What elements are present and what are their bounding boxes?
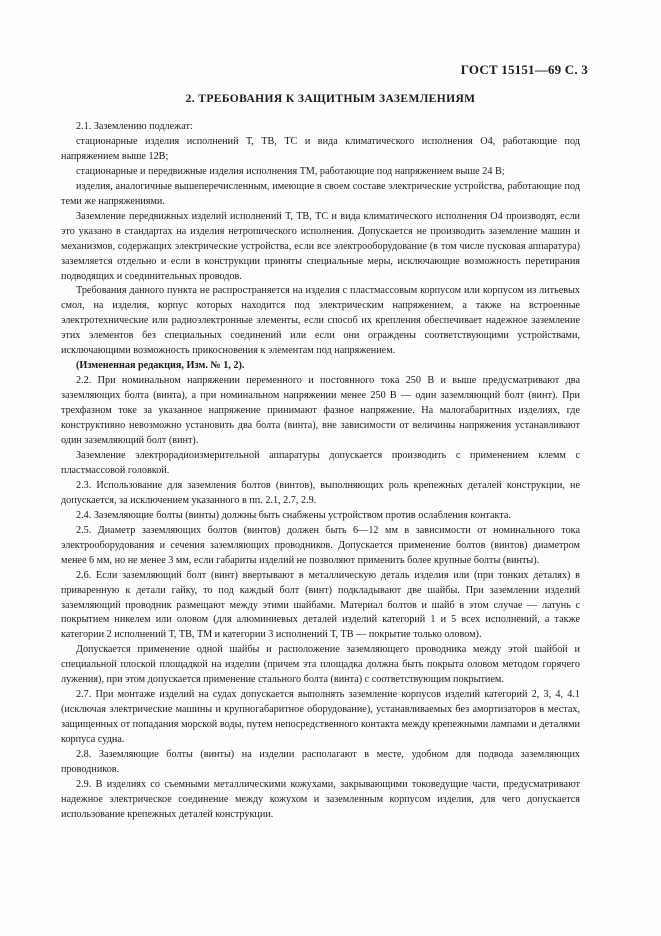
paragraph: Заземление электрорадиоизмерительной аппаратуры допускается производить с применением клемм с пластмассовой головкой. — [61, 449, 580, 476]
page-header: ГОСТ 15151—69 С. 3 — [460, 62, 588, 77]
paragraph-2-1: 2.1. Заземлению подлежат: — [76, 121, 193, 132]
paragraph-list-item: изделия, аналогичные вышеперечисленным, имеющие в своем составе электрические устройства, работающие под теми же напряжениями. — [61, 180, 580, 207]
paragraph-2-2: 2.2. При номинальном напряжении переменного и постоянного тока 250 В и выше предусматривают два заземляющих болта (винта), а при номинальном напряжении менее 250 В — один заземляющий болт (винт). При трехфазном токе за указанное напряжение принимают фазное напряжение. На малогабаритных изделиях, где конструктивно невозможно установить два болта (винта), вне зависимости от величины напряжения устанавливают один заземляющий болт (винт). — [61, 375, 580, 447]
paragraph-2-7: 2.7. При монтаже изделий на судах допускается выполнять заземление корпусов изделий категорий 2, 3, 4, 4.1 (исключая электрические машины и крупногабаритное оборудование), устанавливаемых без амортизаторов в местах, защищенных от попадания морской воды, путем непосредственного контакта между крепежными лампами и деталями корпуса судна. — [61, 689, 580, 746]
paragraph-2-5: 2.5. Диаметр заземляющих болтов (винтов) должен быть 6—12 мм в зависимости от номинального тока электрооборудования и сечения заземляющих проводников. Допускается применение болтов (винтов) диаметром менее 6 мм, но не менее 3 мм, если габариты изделий не позволяют применить более крупные болты (винты). — [61, 524, 580, 566]
section-title: 2. ТРЕБОВАНИЯ К ЗАЩИТНЫМ ЗАЗЕМЛЕНИЯМ — [185, 93, 476, 105]
paragraph-2-4: 2.4. Заземляющие болты (винты) должны быть снабжены устройством против ослабления контакта. — [76, 509, 511, 521]
paragraph-2-3: 2.3. Использование для заземления болтов (винтов), выполняющих роль крепежных деталей конструкции, не допускается, за исключением указанного в пп. 2.1, 2.7, 2.9. — [61, 479, 580, 506]
paragraph-2-8: 2.8. Заземляющие болты (винты) на изделии располагают в месте, удобном для подвода заземляющих проводников. — [61, 749, 580, 775]
paragraph-2-9: 2.9. В изделиях со съемными металлическими кожухами, закрывающими токоведущие части, предусматривают надежное электрическое соединение между кожухом и заземленным корпусом изделия, для чего допускается использование крепежных деталей конструкции. — [61, 778, 580, 820]
paragraph: Допускается применение одной шайбы и расположение заземляющего проводника между этой шайбой и специальной плоской площадкой на изделии (причем эта площадка должна быть покрыта оловом методом горячего лужения), при этом допускается применение стального болта (винта) с соответствующим покрытием. — [61, 644, 580, 686]
body-text — [61, 120, 580, 823]
paragraph: Требования данного пункта не распространяется на изделия с пластмассовым корпусом или корпусом из литьевых смол, на изделия, корпус которых находится под электрическим напряжением, а также на встроенные электротехнические или радиоэлектронные элементы, если способ их крепления обеспечивает надежное заземление этих элементов без специальных соединений или если они ограждены соответствующими устройствами, исключающими возможность прикосновения к элементам под напряжением. — [61, 285, 580, 357]
amendment-note: (Измененная редакция, Изм. № 1, 2). — [76, 360, 245, 372]
paragraph-list-item: стационарные изделия исполнений Т, ТВ, ТС и вида климатического исполнения О4, работающие под напряжением выше 12В; — [61, 135, 580, 162]
paragraph-2-6: 2.6. Если заземляющий болт (винт) ввертывают в металлическую деталь изделия или (при тонких деталях) в приваренную к детали гайку, то под каждый болт (винт) подкладывают две шайбы. При заземлении изделий заземляющий проводник размещают между этими шайбами. Материал болтов и шайб в этом случае — латунь с покрытием никелем или оловом (для алюминиевых деталей изделий категорий 1 и 5 всех исполнений, а также категории 2 исполнений Т, ТВ, ТМ и категории 3 исполнений Т, ТВ — покрытие только оловом). — [61, 569, 580, 641]
paragraph: Заземление передвижных изделий исполнений Т, ТВ, ТС и вида климатического исполнения О4 производят, если это указано в стандартах на изделия нетропического исполнения. Допускается не производить заземление машин и механизмов, содержащих электрические устройства, если все электрооборудование (в том числе пусковая аппаратура) заземляется отдельно и если в конструкции приняты специальные меры, исключающие возможность перетирания подводящих и соединительных проводов. — [61, 210, 580, 282]
paragraph-list-item: стационарные и передвижные изделия исполнения ТМ, работающие под напряжением выше 24 В; — [76, 165, 505, 177]
